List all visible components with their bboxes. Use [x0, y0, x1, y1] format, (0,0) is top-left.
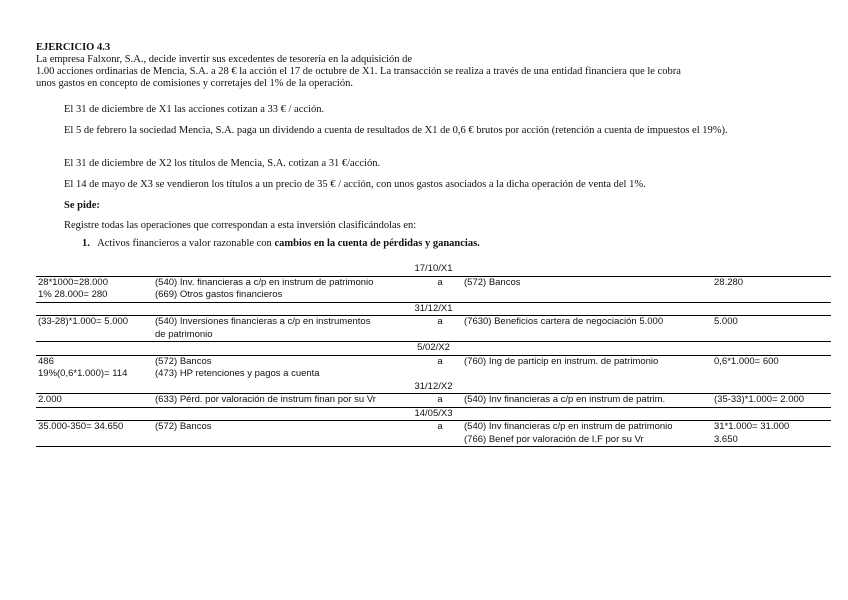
entry-debit-accounts: (572) Bancos (473) HP retenciones y pagos a cuenta	[155, 355, 320, 379]
entry-calc: (33-28)*1.000= 5.000	[36, 316, 153, 342]
entry-amount: 5.000	[712, 316, 831, 342]
entry-calc: 486 19%(0,6*1.000)= 114	[38, 355, 128, 379]
journal-table	[36, 263, 831, 447]
entry-credit-accounts: (760) Ing de particip en instrum. de patrimonio	[464, 355, 659, 367]
instruction-text: Registre todas las operaciones que correspondan a esta inversión clasificándolas en:	[64, 220, 417, 231]
journal-entry	[36, 421, 831, 447]
intro-line: unos gastos en concepto de comisiones y corretajes del 1% de la operación.	[36, 78, 353, 89]
entry-calc: 35.000-350= 34.650	[36, 421, 153, 447]
task-item-text-bold: cambios en la cuenta de pérdidas y ganancias.	[274, 238, 480, 249]
entry-credit-accounts: (540) Inv financieras a c/p en instrum de patrim.	[462, 394, 712, 408]
entry-date: 14/05/X3	[36, 407, 831, 421]
event-may14-sale: El 14 de mayo de X3 se vendieron los títulos a un precio de 35 € / acción, con unos gastos asociados a la dicha operación de venta del 1%.	[64, 179, 646, 190]
entry-calc: 28*1000=28.000 1% 28.000= 280	[36, 276, 153, 302]
entry-calc: 2.000	[36, 394, 153, 408]
entry-amount: 28.280	[712, 276, 831, 302]
task-item-1	[82, 238, 480, 250]
exercise-intro	[36, 42, 816, 90]
exercise-title: EJERCICIO 4.3	[36, 42, 111, 53]
entry-amount: (35-33)*1.000= 2.000	[712, 394, 831, 408]
event-dec31-x1: El 31 de diciembre de X1 las acciones cotizan a 33 € / acción.	[64, 104, 325, 115]
entry-date: 31/12/X1	[36, 302, 831, 316]
intro-line: La empresa Falxonr, S.A., decide invertir sus excedentes de tesorería en la adquisición de	[36, 54, 412, 65]
entry-debit-accounts: (540) Inversiones financieras a c/p en instrumentos de patrimonio	[153, 316, 418, 342]
entry-credit-accounts: (572) Bancos	[462, 276, 712, 302]
event-feb5-dividend: El 5 de febrero la sociedad Mencia, S.A. paga un dividendo a cuenta de resultados de X1 de 0,6 € brutos por acción (retención a cuenta de impuestos el 19%).	[64, 125, 728, 136]
intro-line: 1.00 acciones ordinarias de Mencia, S.A. a 28 € la acción el 17 de octubre de X1. La transacción se realiza a través de una entidad financiera que le cobra	[36, 66, 681, 77]
entry-credit-accounts: (7630) Beneficios cartera de negociación 5.000	[462, 316, 712, 342]
task-item-number: 1.	[82, 238, 90, 249]
entry-separator: a	[437, 355, 443, 367]
journal-entry	[36, 394, 831, 408]
entry-separator: a	[418, 394, 462, 408]
entry-separator: a	[418, 316, 462, 342]
journal-entry	[36, 276, 831, 302]
task-item-text: Activos financieros a valor razonable con	[97, 238, 275, 249]
journal-entry	[36, 316, 831, 342]
journal-entry	[36, 355, 831, 381]
entry-credit-accounts: (540) Inv financieras c/p en instrum de patrimonio (766) Benef por valoración de I.F por su Vr	[462, 421, 712, 447]
entry-debit-accounts: (633) Pérd. por valoración de instrum finan por su Vr	[153, 394, 418, 408]
se-pide-heading: Se pide:	[64, 200, 100, 211]
entry-debit-accounts: (540) Inv. financieras a c/p en instrum de patrimonio (669) Otros gastos financieros	[153, 276, 418, 302]
entry-date: 5/02/X2	[36, 342, 831, 356]
entry-separator: a	[418, 421, 462, 447]
entry-date: 31/12/X2	[36, 381, 831, 394]
entry-amount: 0,6*1.000= 600	[714, 355, 779, 367]
entry-date: 17/10/X1	[36, 263, 831, 276]
entry-amount: 31*1.000= 31.000 3.650	[712, 421, 831, 447]
entry-debit-accounts: (572) Bancos	[153, 421, 418, 447]
event-dec31-x2: El 31 de diciembre de X2 los títulos de Mencia, S.A. cotizan a 31 €/acción.	[64, 158, 381, 169]
entry-separator: a	[418, 276, 462, 302]
